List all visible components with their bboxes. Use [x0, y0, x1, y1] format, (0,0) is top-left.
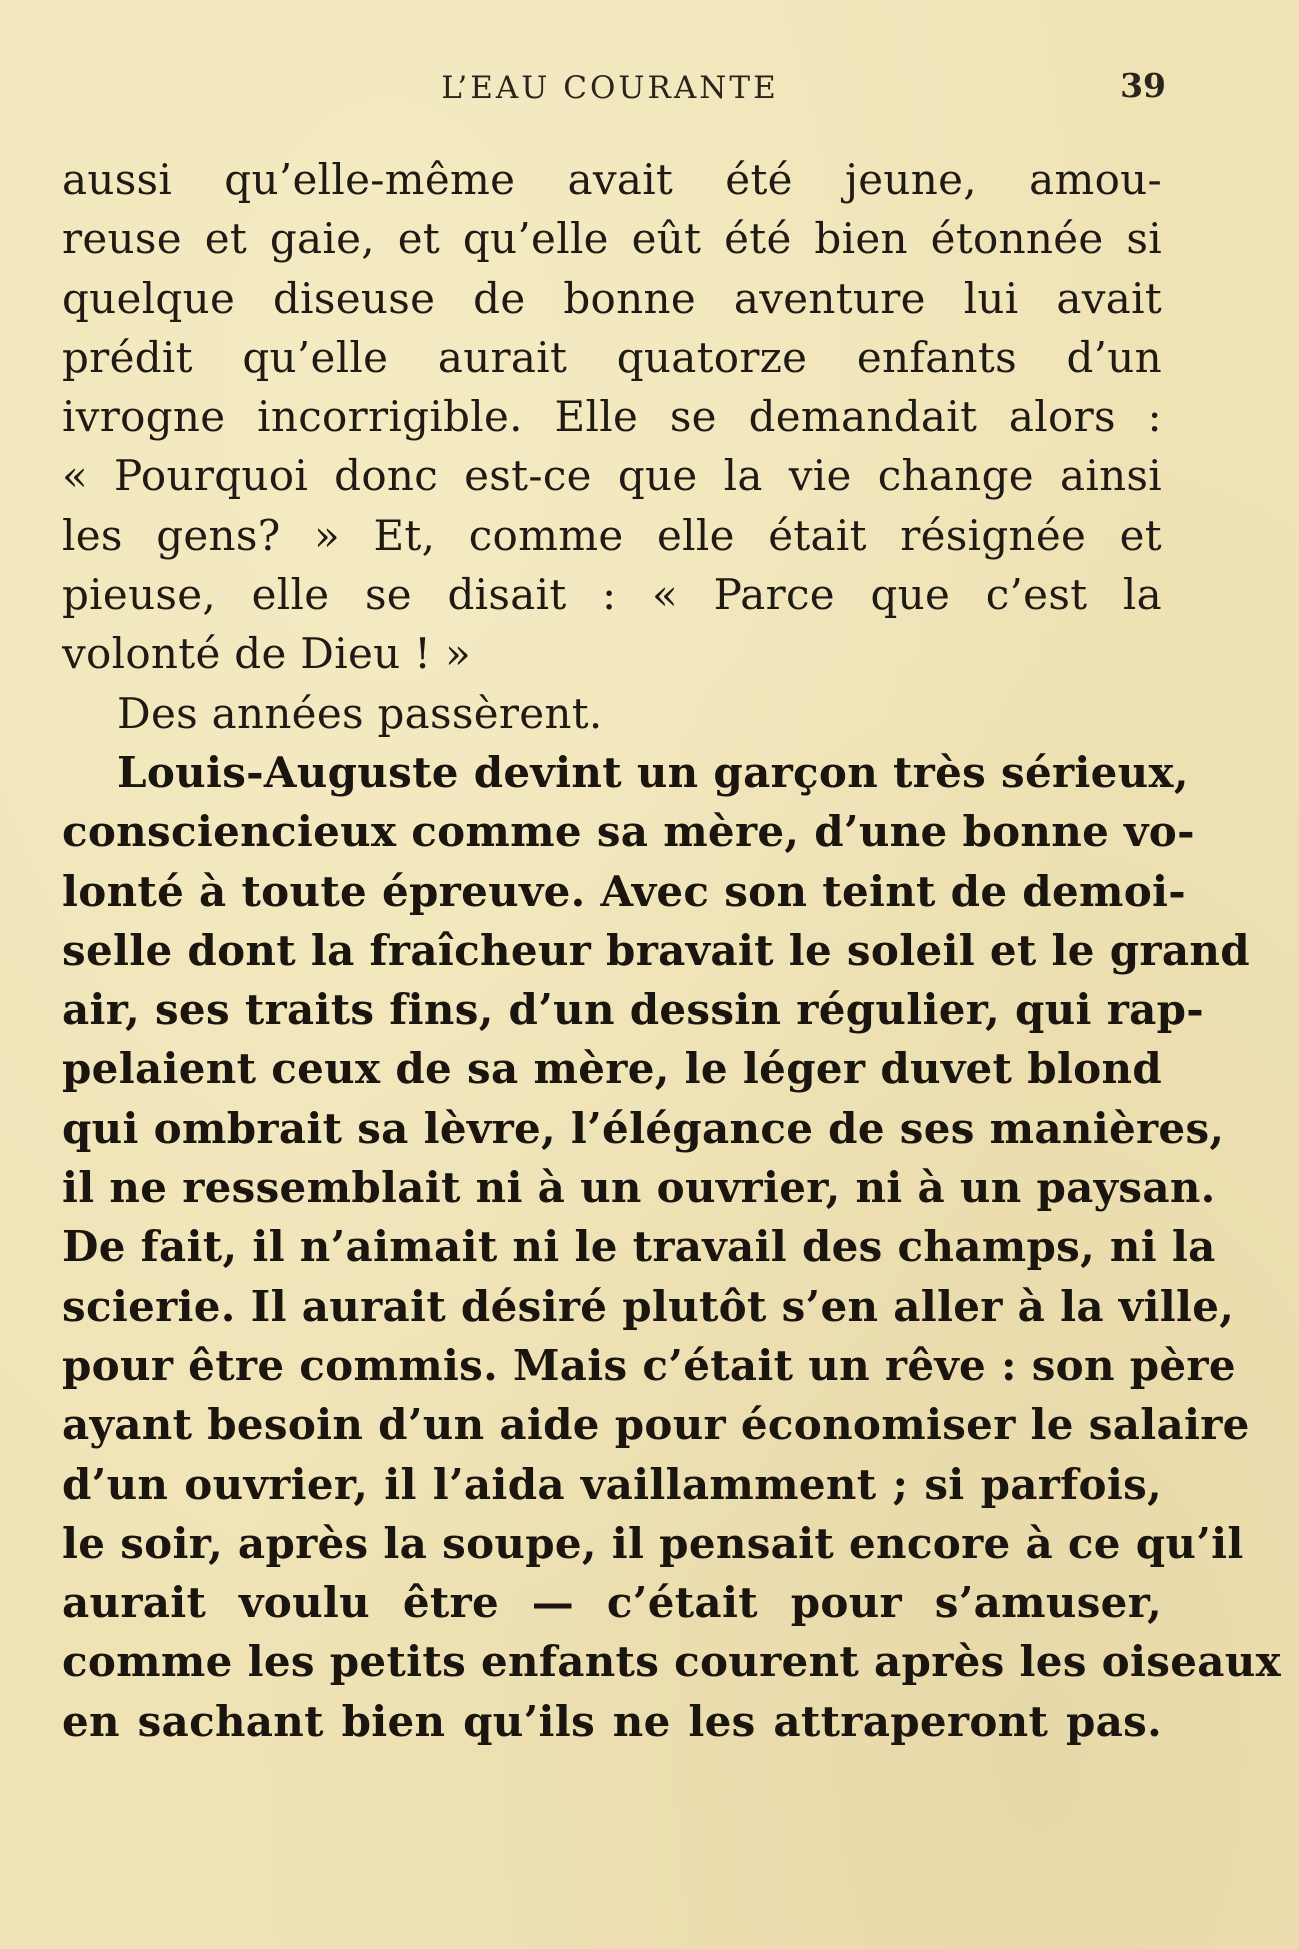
text-line: quelque diseuse de bonne aventure lui avait — [62, 273, 1162, 323]
text-line: pieuse, elle se disait : « Parce que c’est la — [62, 570, 1162, 620]
text-line: consciencieux comme sa mère, d’une bonne vo- — [62, 807, 1195, 857]
running-head — [0, 66, 1299, 110]
text-line: lonté à toute épreuve. Avec son teint de demoi- — [62, 866, 1187, 916]
text-line: en sachant bien qu’ils ne les attraperont pas. — [62, 1696, 1162, 1746]
text-line: pelaient ceux de sa mère, le léger duvet blond — [62, 1044, 1162, 1094]
text-line: comme les petits enfants courent après les oiseaux — [62, 1637, 1281, 1687]
text-line: air, ses traits fins, d’un dessin régulier, qui rap- — [62, 985, 1205, 1035]
text-line: pour être commis. Mais c’était un rêve : son père — [62, 1340, 1236, 1390]
page-number: 39 — [1120, 66, 1166, 105]
text-line: il ne ressemblait ni à un ouvrier, ni à un paysan. — [62, 1163, 1216, 1213]
text-line: selle dont la fraîcheur bravait le soleil et le grand — [62, 925, 1250, 975]
paragraph-2 — [62, 684, 1162, 743]
paragraph-3 — [62, 743, 1281, 1751]
paragraph-1 — [62, 150, 1162, 684]
text-line: le soir, après la soupe, il pensait encore à ce qu’il — [62, 1518, 1244, 1568]
text-line: volonté de Dieu ! » — [62, 629, 471, 679]
text-line: aussi qu’elle-même avait été jeune, amou- — [62, 155, 1162, 204]
text-line: aurait voulu être — c’était pour s’amuser, — [62, 1578, 1162, 1628]
text-line: Louis-Auguste devint un garçon très sérieux, — [117, 747, 1189, 797]
text-line: ayant besoin d’un aide pour économiser le salaire — [62, 1400, 1250, 1450]
text-line: d’un ouvrier, il l’aida vaillamment ; si parfois, — [62, 1459, 1162, 1509]
body-text — [62, 150, 1281, 1751]
text-line: les gens? » Et, comme elle était résignée et — [62, 510, 1162, 560]
text-line: De fait, il n’aimait ni le travail des champs, ni la — [62, 1222, 1216, 1272]
text-line: Des années passèrent. — [117, 688, 603, 738]
text-line: qui ombrait sa lèvre, l’élégance de ses manières, — [62, 1103, 1225, 1153]
running-title: L’EAU COURANTE — [441, 70, 779, 106]
text-line: prédit qu’elle aurait quatorze enfants d’un — [62, 332, 1162, 382]
text-line: ivrogne incorrigible. Elle se demandait alors : — [62, 392, 1162, 442]
text-line: reuse et gaie, et qu’elle eût été bien étonnée si — [62, 214, 1162, 264]
text-line: scierie. Il aurait désiré plutôt s’en aller à la ville, — [62, 1281, 1235, 1331]
text-line: « Pourquoi donc est-ce que la vie change ainsi — [62, 451, 1162, 501]
